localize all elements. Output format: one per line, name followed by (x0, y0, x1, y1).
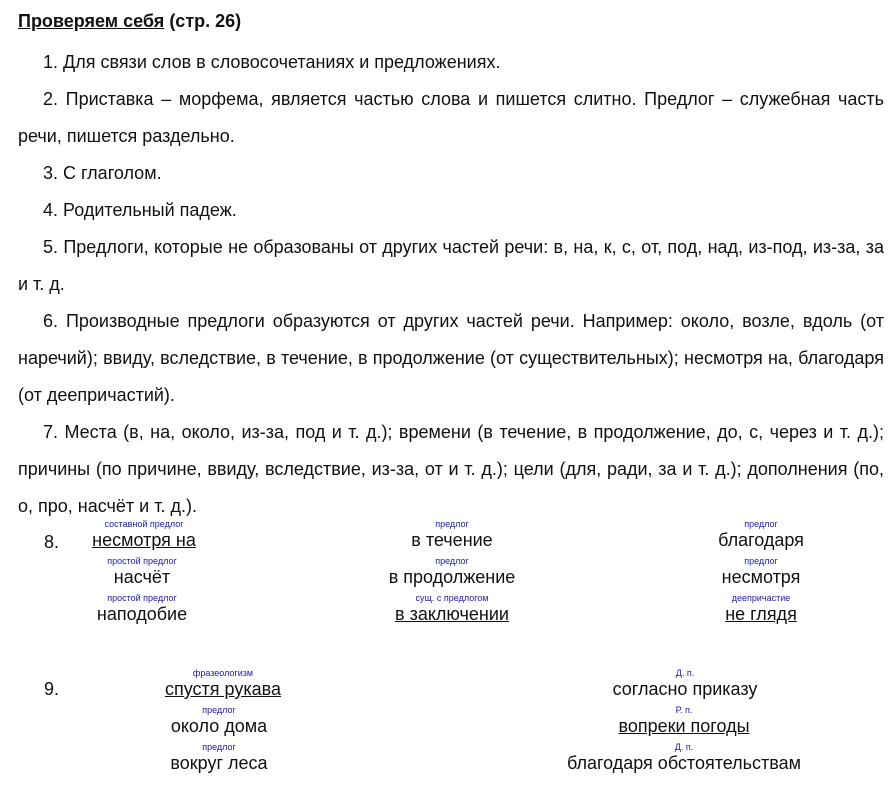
grammar-note: предлог (435, 556, 469, 566)
page-title (18, 8, 241, 34)
answer-7: 7. Места (в, на, около, из-за, под и т. д.); времени (в течение, в продолжение, до, с, через и т. д.); причины (по причине, ввиду, вследствие, из-за, от и т. д.); цели (для, ради, за и т. д.); дополнения (по, о, про, насчёт и т. д.). (18, 422, 884, 516)
word: вокруг леса (170, 753, 268, 773)
word: спустя рукава (165, 679, 281, 699)
task-9-item-6 (534, 742, 834, 774)
grammar-note: предлог (744, 519, 778, 529)
task-8-item-8 (352, 593, 552, 625)
answer-1: 1. Для связи слов в словосочетаниях и предложениях. (43, 52, 501, 72)
grammar-note: предлог (744, 556, 778, 566)
title-text: Проверяем себя (18, 11, 165, 31)
word: несмотря (721, 567, 801, 587)
task-8-item-6 (681, 556, 841, 588)
answer-3: 3. С глаголом. (43, 163, 162, 183)
task-9-number: 9. (44, 679, 60, 699)
word: наподобие (96, 604, 188, 624)
word: в заключении (395, 604, 509, 624)
task-9-item-3 (119, 705, 319, 737)
page-reference: (стр. 26) (169, 11, 242, 31)
grammar-note: простой предлог (107, 593, 177, 603)
answer-5: 5. Предлоги, которые не образованы от других частей речи: в, на, к, с, от, под, над, из-под, из-за, за и т. д. (18, 237, 884, 294)
task-8-item-1 (64, 519, 224, 551)
answer-4: 4. Родительный падеж. (43, 200, 237, 220)
task-9-item-5 (119, 742, 319, 774)
task-8-item-3 (681, 519, 841, 551)
grammar-note: составной предлог (104, 519, 184, 529)
grammar-note: фразеологизм (192, 668, 254, 678)
task-8-item-9 (681, 593, 841, 625)
grammar-note: сущ. с предлогом (415, 593, 489, 603)
word: около дома (170, 716, 268, 736)
grammar-note: простой предлог (107, 556, 177, 566)
word: несмотря на (92, 530, 196, 550)
grammar-note: деепричастие (731, 593, 791, 603)
answer-2: 2. Приставка – морфема, является частью слова и пишется слитно. Предлог – служебная часть речи, пишется раздельно. (18, 89, 884, 146)
word: согласно приказу (612, 679, 758, 699)
grammar-note: Д. п. (675, 668, 695, 678)
answers-list (18, 44, 884, 525)
word: в течение (411, 530, 493, 550)
grammar-note: Д. п. (674, 742, 694, 752)
answer-6: 6. Производные предлоги образуются от других частей речи. Например: около, возле, вдоль (от наречий); ввиду, вследствие, в течение, в продолжение (от существительных); несмотря на, благодаря (от деепричастий). (18, 311, 884, 405)
grammar-note: Р. п. (675, 705, 693, 715)
task-8-item-5 (352, 556, 552, 588)
word: не глядя (725, 604, 797, 624)
word: благодаря обстоятельствам (566, 753, 802, 773)
word: насчёт (113, 567, 171, 587)
grammar-note: предлог (202, 705, 236, 715)
word: благодаря (718, 530, 804, 550)
grammar-note: предлог (202, 742, 236, 752)
word: вопреки погоды (618, 716, 750, 736)
task-8-item-7 (62, 593, 222, 625)
task-8-item-4 (62, 556, 222, 588)
grammar-note: предлог (435, 519, 469, 529)
task-8-number: 8. (44, 532, 60, 552)
task-9-item-2 (575, 668, 795, 700)
task-9-item-1 (123, 668, 323, 700)
task-9-item-4 (574, 705, 794, 737)
task-8-item-2 (352, 519, 552, 551)
word: в продолжение (388, 567, 516, 587)
